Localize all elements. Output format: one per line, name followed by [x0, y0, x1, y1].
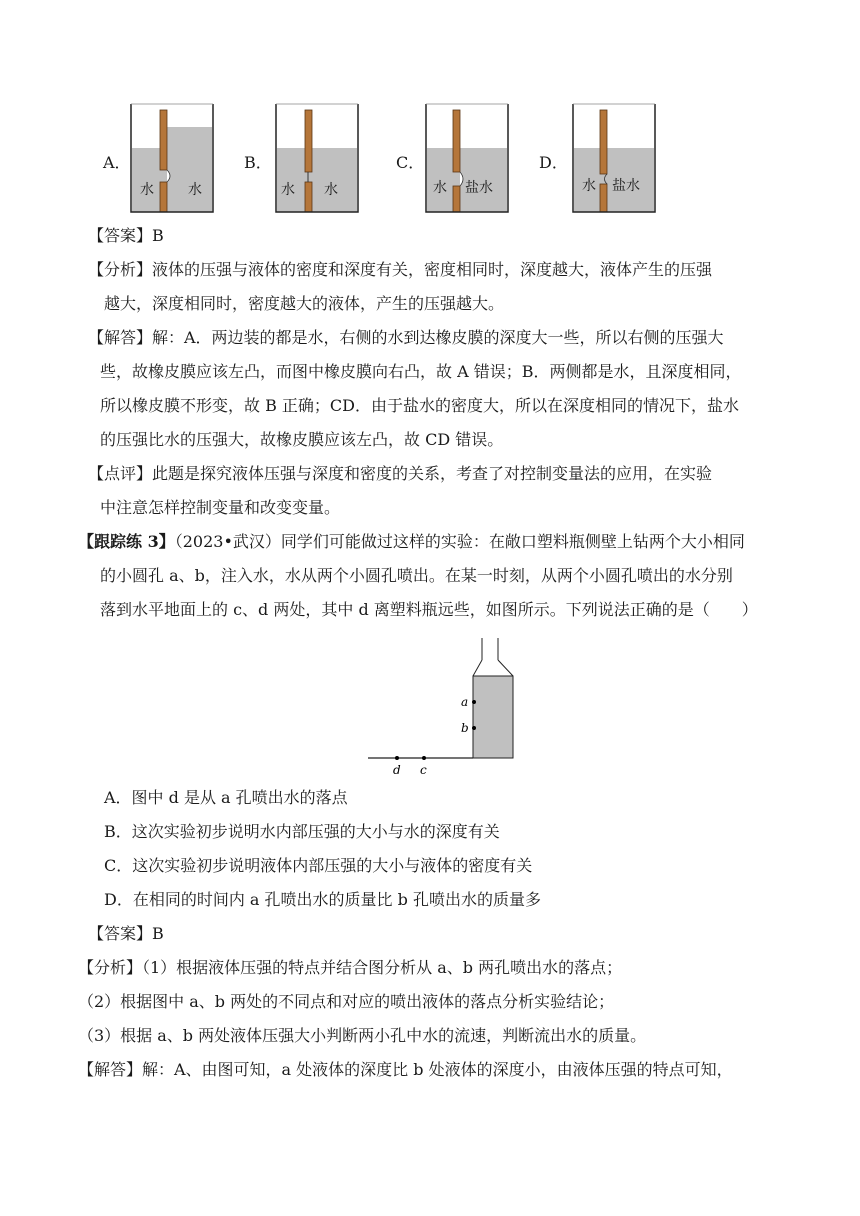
hole-b: [472, 726, 476, 730]
q3-stem-line-3: 落到水平地面上的 c、d 两处，其中 d 离塑料瓶远些，如图所示。下列说法正确的是（ ）: [100, 600, 758, 619]
q3-option-a: A．图中 d 是从 a 孔喷出水的落点: [104, 788, 348, 807]
panel-c-left-text: 水: [433, 180, 447, 196]
q3-option-c: C．这次实验初步说明液体内部压强的大小与液体的密度有关: [104, 856, 533, 875]
q3-analysis-line-1: 【分析】（1）根据液体压强的特点并结合图分析从 a、b 两孔喷出水的落点；: [78, 958, 623, 977]
bottle-figure: [365, 636, 525, 781]
option-label-d: D．: [539, 153, 568, 172]
panel-b-right-text: 水: [324, 182, 338, 198]
q1-solution-line-1: 【解答】解：A．两边装的都是水，右侧的水到达橡皮膜的深度大一些，所以右侧的压强大: [88, 328, 724, 347]
hole-a: [472, 700, 476, 704]
q1-solution-line-4: 的压强比水的压强大，故橡皮膜应该左凸，故 CD 错误。: [100, 430, 504, 449]
q3-option-b: B．这次实验初步说明水内部压强的大小与水的深度有关: [104, 822, 500, 841]
q1-answer: 【答案】B: [88, 226, 164, 245]
q3-solution-line-1: 【解答】解：A、由图可知，a 处液体的深度比 b 处液体的深度小，由液体压强的特点可知，: [78, 1060, 733, 1079]
q1-analysis-line-1: 【分析】液体的压强与液体的密度和深度有关，密度相同时，深度越大，液体产生的压强: [88, 260, 713, 279]
q1-solution-line-3: 所以橡皮膜不形变，故 B 正确；CD．由于盐水的密度大，所以在深度相同的情况下，盐水: [100, 396, 740, 415]
q1-comment-line-1: 【点评】此题是探究液体压强与深度和密度的关系，考查了对控制变量法的应用，在实验: [88, 464, 713, 483]
q3-option-d: D．在相同的时间内 a 孔喷出水的质量比 b 孔喷出水的质量多: [104, 890, 541, 909]
label-c: c: [420, 763, 427, 777]
landing-d: [395, 756, 399, 760]
option-label-c: C．: [396, 153, 425, 172]
q1-analysis-line-2: 越大，深度相同时，密度越大的液体，产生的压强越大。: [104, 294, 505, 313]
label-a: a: [461, 695, 469, 709]
q3-stem-line-1-text: （2023•武汉）同学们可能做过这样的实验：在敞口塑料瓶侧壁上钻两个大小相同: [174, 532, 745, 551]
q3-stem-line-1: [78, 532, 745, 552]
option-label-a: A．: [103, 153, 131, 172]
panel-c-right-text: 盐水: [465, 180, 493, 196]
q3-answer: 【答案】B: [88, 924, 164, 943]
label-d: d: [393, 763, 401, 777]
q1-comment-line-2: 中注意怎样控制变量和改变变量。: [100, 498, 341, 517]
label-b: b: [461, 721, 469, 735]
panel-d-right-text: 盐水: [612, 178, 640, 194]
option-label-b: B．: [244, 153, 272, 172]
q3-analysis-line-3: （3）根据 a、b 两处液体压强大小判断两小孔中水的流速，判断流出水的质量。: [78, 1026, 647, 1045]
panel-b-left-text: 水: [281, 182, 295, 198]
q3-stem-line-2: 的小圆孔 a、b，注入水，水从两个小圆孔喷出。在某一时刻，从两个小圆孔喷出的水分别: [100, 566, 733, 585]
q3-tag: 【跟踪练 3】: [78, 532, 175, 551]
q1-solution-line-2: 些，故橡皮膜应该左凸，而图中橡皮膜向右凸，故 A 错误；B．两侧都是水，且深度相同，: [100, 362, 742, 381]
panel-a-right-text: 水: [188, 182, 202, 198]
q3-analysis-line-2: （2）根据图中 a、b 两处的不同点和对应的喷出液体的落点分析实验结论；: [78, 992, 615, 1011]
panel-d-left-text: 水: [582, 178, 596, 194]
container-figure-d: [572, 102, 656, 214]
landing-c: [422, 756, 426, 760]
panel-a-left-text: 水: [140, 182, 154, 198]
